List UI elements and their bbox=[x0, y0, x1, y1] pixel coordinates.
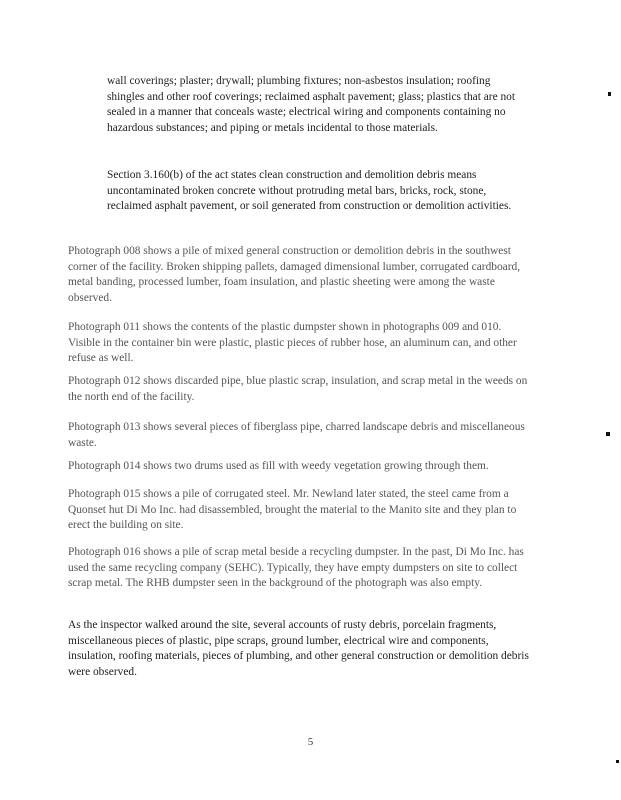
paragraph-photograph-008: Photograph 008 shows a pile of mixed general construction or demolition debris in the southwest corner of the facility. Broken shipping pallets, damaged dimensional lumber, corrugated cardboard, metal banding, processed lumber, foam insulation, and plastic sheeting were among the waste observed. bbox=[68, 245, 521, 304]
paragraph-photograph-016: Photograph 016 shows a pile of scrap metal beside a recycling dumpster. In the past, Di Mo Inc. has used the same recycling company (SEHC). Typically, they have empty dumpsters on site to collect scrap metal. The RHB dumpster seen in the background of the photograph was also empty. bbox=[68, 546, 524, 590]
paragraph-photograph-011: Photograph 011 shows the contents of the plastic dumpster shown in photographs 009 and 010. Visible in the container bin were plastic, plastic pieces of rubber hose, an aluminum can, and other refuse as well. bbox=[68, 321, 517, 365]
paragraph-site-walk-observations: As the inspector walked around the site, several accounts of rusty debris, porcelain fragments, miscellaneous pieces of plastic, pipe scraps, ground lumber, electrical wire and components, insulation, roofing materials, pieces of plumbing, and other general construction or demolition debris were observed. bbox=[68, 619, 529, 678]
paragraph-photograph-012: Photograph 012 shows discarded pipe, blue plastic scrap, insulation, and scrap metal in the weeds on the north end of the facility. bbox=[68, 375, 528, 403]
scan-mark bbox=[608, 92, 611, 96]
scan-mark bbox=[606, 432, 610, 436]
paragraph-photograph-015: Photograph 015 shows a pile of corrugated steel. Mr. Newland later stated, the steel came from a Quonset hut Di Mo Inc. had disassembled, brought the material to the Manito site and they plan to erect the building on site. bbox=[68, 488, 517, 532]
paragraph-photograph-013: Photograph 013 shows several pieces of fiberglass pipe, charred landscape debris and miscellaneous waste. bbox=[68, 421, 525, 449]
paragraph-materials-list: wall coverings; plaster; drywall; plumbing fixtures; non-asbestos insulation; roofing shingles and other roof coverings; reclaimed asphalt pavement; glass; plastics that are not sealed in a manner that conceals waste; electrical wiring and components containing no hazardous substances; and piping or metals incidental to those materials. bbox=[107, 75, 516, 134]
paragraph-section-3-160: Section 3.160(b) of the act states clean construction and demolition debris means uncontaminated broken concrete without protruding metal bars, bricks, rock, stone, reclaimed asphalt pavement, or soil generated from construction or demolition activities. bbox=[107, 169, 512, 213]
page-number: 5 bbox=[307, 736, 314, 748]
scan-mark bbox=[616, 760, 619, 763]
paragraph-photograph-014: Photograph 014 shows two drums used as fill with weedy vegetation growing through them. bbox=[68, 460, 489, 472]
